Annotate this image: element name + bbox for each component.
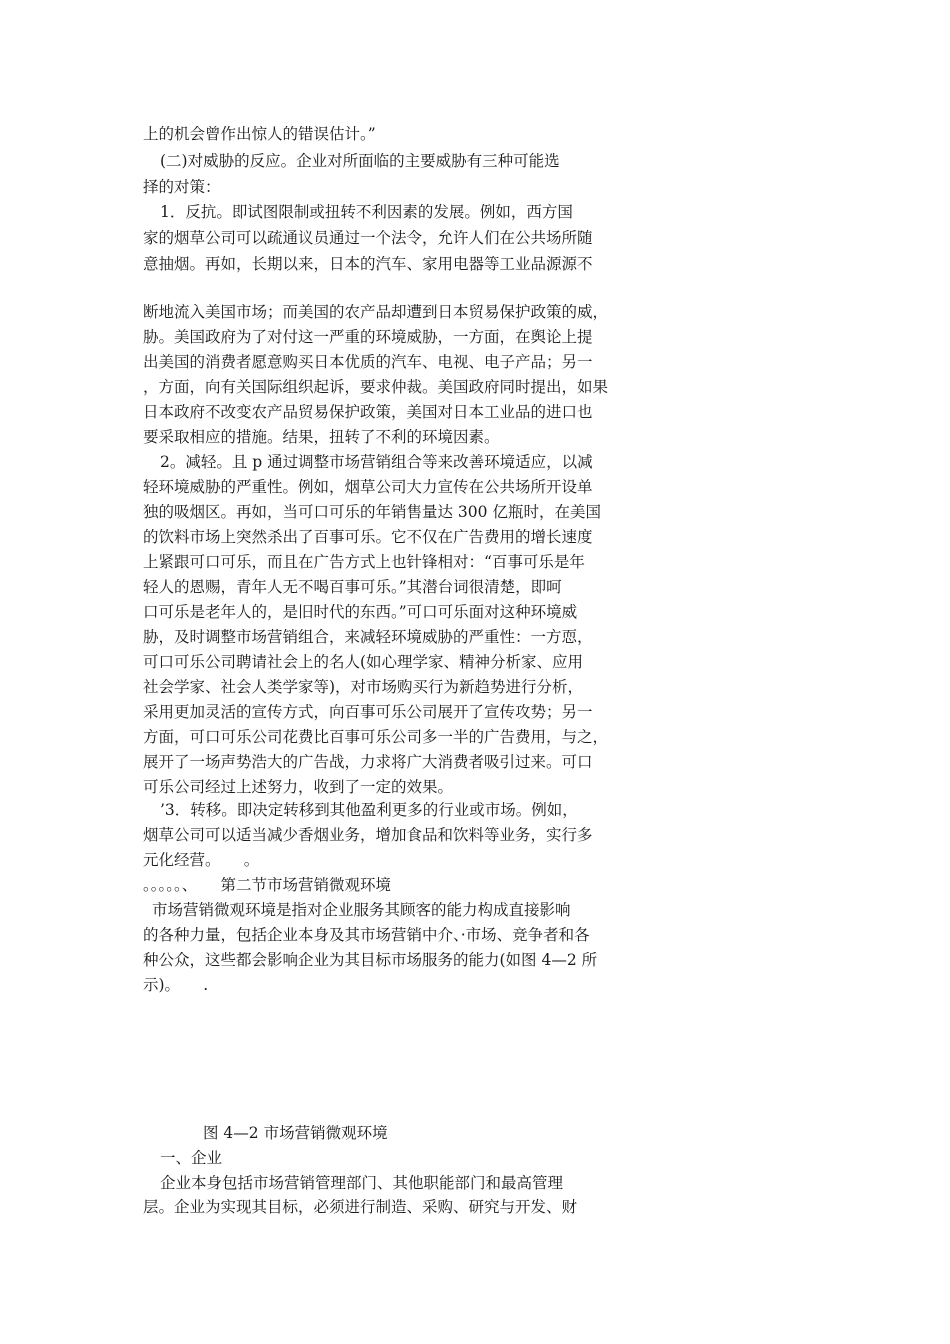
text-line: 示)。 . xyxy=(143,976,209,994)
text-line: 采用更加灵活的宣传方式，向百事可乐公司展开了宣传攻势；另一 xyxy=(143,703,593,721)
text-line: ’3．转移。即决定转移到其他盈利更多的行业或市场。例如， xyxy=(160,801,578,819)
text-line: 层。企业为实现其目标，必须进行制造、采购、研究与开发、财 xyxy=(143,1198,578,1216)
text-line: 口可乐是老年人的，是旧时代的东西。”可口可乐面对这种环境威 xyxy=(143,603,578,621)
text-line: 择的对策： xyxy=(143,178,221,196)
text-line: 企业本身包括市场营销管理部门、其他职能部门和最高管理 xyxy=(160,1174,564,1192)
text-line: 日本政府不改变农产品贸易保护政策，美国对日本工业品的进口也 xyxy=(143,403,593,421)
text-line: 可口可乐公司聘请社会上的名人(如心理学家、精神分析家、应用 xyxy=(143,653,584,671)
text-line: 轻人的恩赐，青年人无不喝百事可乐。”其潜台词很清楚，即呵 xyxy=(143,578,562,596)
text-line: 的饮料市场上突然杀出了百事可乐。它不仅在广告费用的增长速度 xyxy=(143,528,593,546)
text-line: 可乐公司经过上述努力，收到了一定的效果。 xyxy=(143,778,454,796)
text-line: 胁。美国政府为了对付这一严重的环境威胁，一方面，在舆论上提 xyxy=(143,328,593,346)
text-line: (二)对威胁的反应。企业对所面临的主要威胁有三种可能选 xyxy=(160,152,560,170)
text-line: 2。减轻。且 p 通过调整市场营销组合等来改善环境适应，以减 xyxy=(160,453,593,471)
text-line: 独的吸烟区。再如，当可口可乐的年销售量达 300 亿瓶时，在美国 xyxy=(143,503,601,521)
text-line: 家的烟草公司可以疏通议员通过一个法令，允许人们在公共场所随 xyxy=(143,229,593,247)
text-line: 胁，及时调整市场营销组合，来减轻环境威胁的严重性：一方恧， xyxy=(143,628,593,646)
text-line: 种公众，这些都会影响企业为其目标市场服务的能力(如图 4—2 所 xyxy=(143,951,598,969)
text-line: 上的机会曾作出惊人的错误估计。” xyxy=(143,125,376,143)
text-line: 展开了一场声势浩大的广告战，力求将广大消费者吸引过来。可口 xyxy=(143,753,593,771)
text-line: 上紧跟可口可乐，而且在广告方式上也针锋相对：“百事可乐是年 xyxy=(143,553,585,571)
text-line: 要采取相应的措施。结果，扭转了不利的环境因素。 xyxy=(143,428,500,446)
text-line: 市场营销微观环境是指对企业服务其顾客的能力构成直接影响 xyxy=(152,901,571,919)
subsection-heading: 一、企业 xyxy=(160,1149,223,1167)
text-line: 1．反抗。即试图限制或扭转不利因素的发展。例如，西方国 xyxy=(160,203,573,221)
text-line: 方面，可口可乐公司花费比百事可乐公司多一半的广告费用，与之， xyxy=(143,728,609,746)
text-line: 轻环境威胁的严重性。例如，烟草公司大力宣传在公共场所开设单 xyxy=(143,478,593,496)
text-line: 社会学家、社会人类学家等)，对市场购买行为新趋势进行分析， xyxy=(143,678,584,696)
figure-caption: 图 4—2 市场营销微观环境 xyxy=(203,1124,388,1142)
text-line: 的各种力量，包括企业本身及其市场营销中介、·市场、竞争者和各 xyxy=(143,926,590,944)
text-line: 元化经营。 。 xyxy=(143,851,260,869)
text-line: ，方面，向有关国际组织起诉，要求仲裁。美国政府同时提出，如果 xyxy=(143,378,609,396)
section-heading: 。。。。。、 第二节市场营销微观环境 xyxy=(143,876,392,894)
text-line: 烟草公司可以适当减少香烟业务，增加食品和饮料等业务，实行多 xyxy=(143,826,593,844)
text-line: 出美国的消费者愿意购买日本优质的汽车、电视、电子产品；另一 xyxy=(143,353,593,371)
text-line: 断地流入美国市场；而美国的农产品却遭到日本贸易保护政策的威， xyxy=(143,303,609,321)
text-line: 意抽烟。再如，长期以来，日本的汽车、家用电器等工业品源源不 xyxy=(143,255,593,273)
